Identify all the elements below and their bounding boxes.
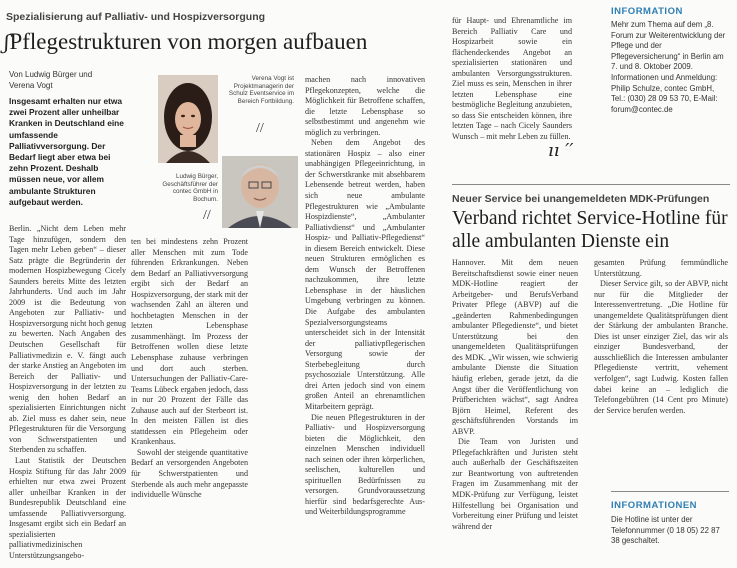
article1-title <box>4 29 367 55</box>
caption-mark-icon-2: // <box>203 208 211 223</box>
article2-column-2 <box>594 258 728 482</box>
article1-kicker: Spezialisierung auf Palliativ- und Hospizversorgung <box>6 11 266 23</box>
article1-col3c-para: Die neuen Pflegestrukturen in der Palliativ- und Hospizversorgung bieten die Möglichkeit, den einzelnen Menschen individuell nach seinen oder ihren körperlichen, seelischen, kulturellen und spirituellen Bedürfnissen zu versorgen. Grundvoraussetzung hierfür sind bedarfsgerechte Aus- und Weiterbildungsprogramme <box>305 412 425 517</box>
article1-title-text: Pflegestrukturen von morgen aufbauen <box>9 29 368 54</box>
photo-ludwig-buerger <box>222 156 298 228</box>
article1-col3b-para: Neben dem Angebot des stationären Hospiz – also einer unabhängigen Pflegeeinrichtung, in der Schwerstkranke mit absehbarem Lebensende betreut werden, haben sich neue ambulante Pflegestrukturen wie „Ambulante Hospizdienste“, „Ambulanter Palliativdienst“ und „Ambulanter Hospiz- und Palliativ-Pflegedienst“ in diesem Bereich entwickelt. Diese neuen Strukturen ermöglichen es dem Wunsch der Betroffenen nachzukommen, ihre letzte Lebensphase in der häuslichen Umgebung verbringen zu können. Die Aufgabe des ambulanten Spezialversorgungsteams unterscheidet sich in der Intensität der palliativpflegerischen Versorgung sowie der Sterbebegleitung durch psychosoziale Unterstützung. Alle drei Arten jedoch sind von einem großen Anteil an ehrenamtlichen Mitarbeitern geprägt. <box>305 138 425 411</box>
article2-col2b-para: Dieser Service gilt, so der ABVP, nicht nur für die Mitglieder der Interessenvertretung. „Die Hotline für unangemeldete Qualitätsprüfungen dient der Stärkung der ambulanten Branche. Dies ist unser einziger Ziel, das wir als einziger Bundesverband, der ausschließlich die Interessen ambulanter Pflegedienste vertritt, vehement verfolgen“, sagt Ludwig. Kosten fallen dabei keine an – lediglich die Telefongebühren (14 Cent pro Minute) der Service berufen werden. <box>594 279 728 415</box>
article1-col1b-para: Laut Statistik der Deutschen Hospiz Stiftung für das Jahr 2009 erhielten nur etwa zwei Prozent aller unheilbar Kranken in der Bundesrepublik Deutschland eine umfassende Palliativversorgung. Insgesamt ergibt sich ein Bedarf an spezialisierten palliativmedizinischen Unterstützungsangebo- <box>9 456 126 560</box>
article1-col2b-para: Sowohl der steigende quantitative Bedarf an versorgenden Angeboten für Schwerstpatienten und Sterbende als auch mehr angepasste individuelle Wünsche <box>131 447 248 500</box>
article1-authors <box>9 70 124 91</box>
author-line-1: Von Ludwig Bürger und <box>9 70 93 79</box>
article2-col1b-para: Die Team von Juristen und Pflegefachkräften und Juristen steht auch außerhalb der Geschäftszeiten zur Beantwortung von auftretenden Fragen im Zusammenhang mit der MDK-Prüfung zur Verfügung, leistet Hilfestellung bei Organisation und Vorbereitung einer Prüfung und leistet während der <box>452 437 578 531</box>
info2-heading: INFORMATIONEN <box>611 500 698 511</box>
article2-col1-para: Hannover. Mit dem neuen Bereitschaftsdienst sowie einer neuen MDK-Hotline reagiert der Arbeitgeber- und BerufsVerband Privater Pflege (ABVP) auf die „geänderten Rahmenbedingungen ambulanter Pflegedienste“, und bietet Unterstützung bei den unangemeldeten Qualitätsprüfungen des MDK. „Wir wissen, wie schwierig ambulante Dienste die Situation häufig erleben, gerade jetzt, da die Angst über die Veröffentlichung von Prüfberichten wächst“, sagt Andrea Björn Heimel, Referent des geschäftsführenden Vorstands im ABVP. <box>452 258 578 436</box>
info1-heading: INFORMATION <box>611 6 683 17</box>
section-divider <box>452 184 730 185</box>
article1-column-4 <box>452 16 572 156</box>
caption-mark-icon: // <box>256 121 264 136</box>
article1-column-2 <box>131 237 248 562</box>
article1-col1-para: Berlin. „Nicht dem Leben mehr Tage hinzufügen, sondern den Tagen mehr Leben geben“ – dieser Satz prägte die Begründerin der modernen Hospizbewegung Cicely Saunders bereits Mitte des letzten Jahrhunderts. Und auch im Jahr 2009 ist die Bedeutung von Angeboten zur Palliativ- und Hospizversorgung nicht hoch genug zu bewerten. Nach Angaben des Deutschen Gesellschaft für Palliativmedizin e. V. fängt auch der starke Anstieg an Angeboten im Bereich der Palliativ- und Hospizversorgung in der letzten zu wenig den hohen Bedarf an spezialisierten Einrichtungen nicht ab. Ziel muss es daher sein, neue Pflegestrukturen für die Versorgung von Schwerstpatienten und Sterbenden zu schaffen. <box>9 224 126 455</box>
article1-col2-para: ten bei mindestens zehn Prozent aller Menschen mit zum Tode führenden Erkrankungen. Neben dem Bedarf an Palliativversorgung ergibt sich der Bedarf an Hospizversorgung, der stark mit der wachsenden Zahl an älteren und hochbetagten Menschen in der letzten Lebensphase zusammenhängt. Im Prozess der Betroffenen wollen diese letzte Lebensphase zuhause verbringen und dort auch sterben. Untersuchungen der Palliativ-Care-Teams Lübeck ergaben jedoch, dass in nur 20 Prozent der Fälle das Zuhause auch auf der Sterbeort ist. In den meisten Fällen ist dies stattdessen ein Pflegeheim oder Krankenhaus. <box>131 237 248 447</box>
article2-kicker: Neuer Service bei unangemeldeten MDK-Prüfungen <box>452 193 710 205</box>
photo-verena-vogt <box>158 75 218 163</box>
handwritten-signature-mark: ıı ′′ <box>548 140 574 161</box>
article1-col4-para: für Haupt- und Ehrenamtliche im Bereich Palliativ Care und Hospizarbeit sowie ein flächendeckendes Angebot an spezialisierten stationären und ambulanten Versorgungsstrukturen. Ziel muss es sein, Menschen in ihrer letzten Lebensphase eine bestmögliche Begleitung anzubieten, so dass Sie entscheiden können, ihre letzten Tage – nach Cicely Saunders Wunsch – mit mehr Leben zu füllen. <box>452 16 572 142</box>
article2-title: Verband richtet Service-Hotline für alle ambulanten Dienste ein <box>452 208 728 252</box>
info2-text: Die Hotline ist unter der Telefonnummer (0 18 05) 22 87 38 geschaltet. <box>611 515 720 546</box>
caption-ludwig-buerger: Ludwig Bürger, Geschäftsführer der contec GmbH in Bochum. <box>162 173 218 203</box>
author-line-2: Verena Vogt <box>9 80 53 90</box>
article1-column-3 <box>305 75 425 562</box>
article1-col3-para: machen nach innovativen Pflegekonzepten, welche die Möglichkeit für Betroffene schaffen, die letzte Lebensphase so selbstbestimmt und angenehm wie möglich zu verbringen. <box>305 75 425 137</box>
article1-lead: Insgesamt erhalten nur etwa zwei Prozent aller unheilbar Kranken in Deutschland eine umfassende Palliativversorgung. Der Bedarf liegt aber etwa bei zehn Prozent. Deshalb müssen neue, vor allem ambulante Strukturen aufgebaut werden. <box>9 96 124 207</box>
article2-column-1 <box>452 258 578 562</box>
handwritten-mark-icon: ʃ <box>4 30 10 54</box>
info1-text: Mehr zum Thema auf dem „8. Forum zur Weiterentwicklung der Pflege und der Pflegeversicherung“ in Berlin am 7. und 8. Oktober 2009. Informationen und Anmeldung: Philip Schulze, contec GmbH, Tel.: (030) 28 09 53 70, E-Mail: forum@contec.de <box>611 20 726 114</box>
article1-column-1 <box>9 224 126 562</box>
caption-verena-vogt: Verena Vogt ist Projektmanagerin der Schulz Eventservice im Bereich Fortbildung. <box>228 75 294 105</box>
info2-divider <box>611 491 729 492</box>
article2-col2-para: gesamten Prüfung fernmündliche Unterstützung. <box>594 258 728 278</box>
